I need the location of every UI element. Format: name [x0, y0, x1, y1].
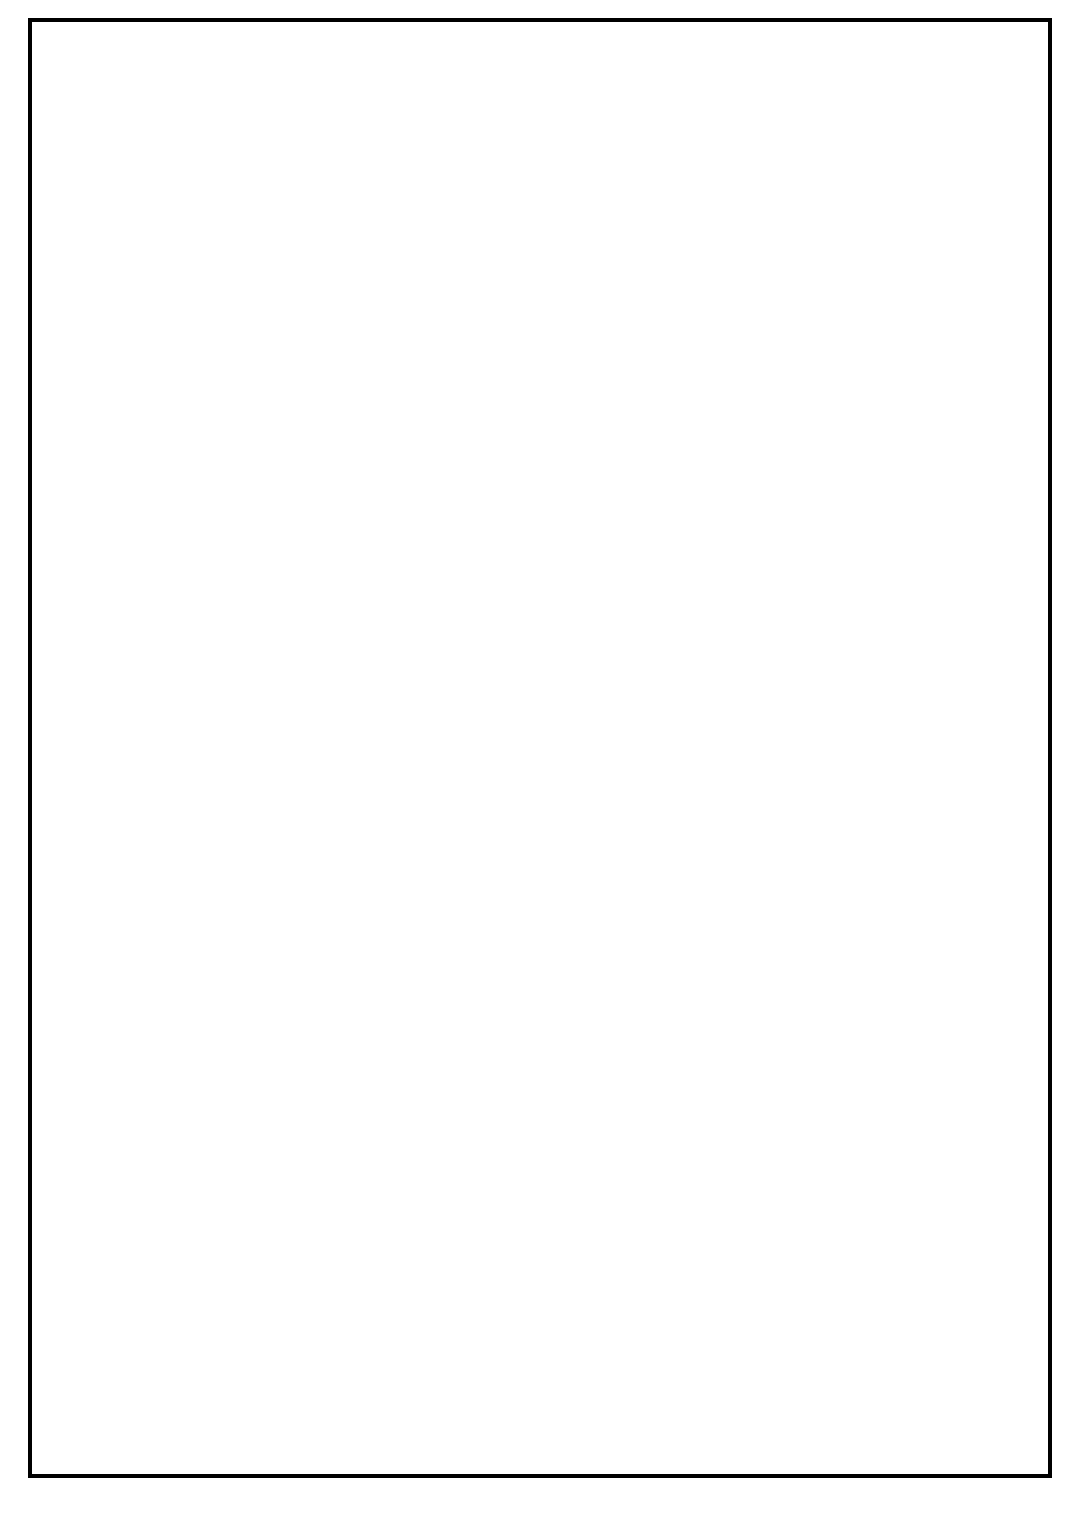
page-border — [28, 18, 1052, 1478]
